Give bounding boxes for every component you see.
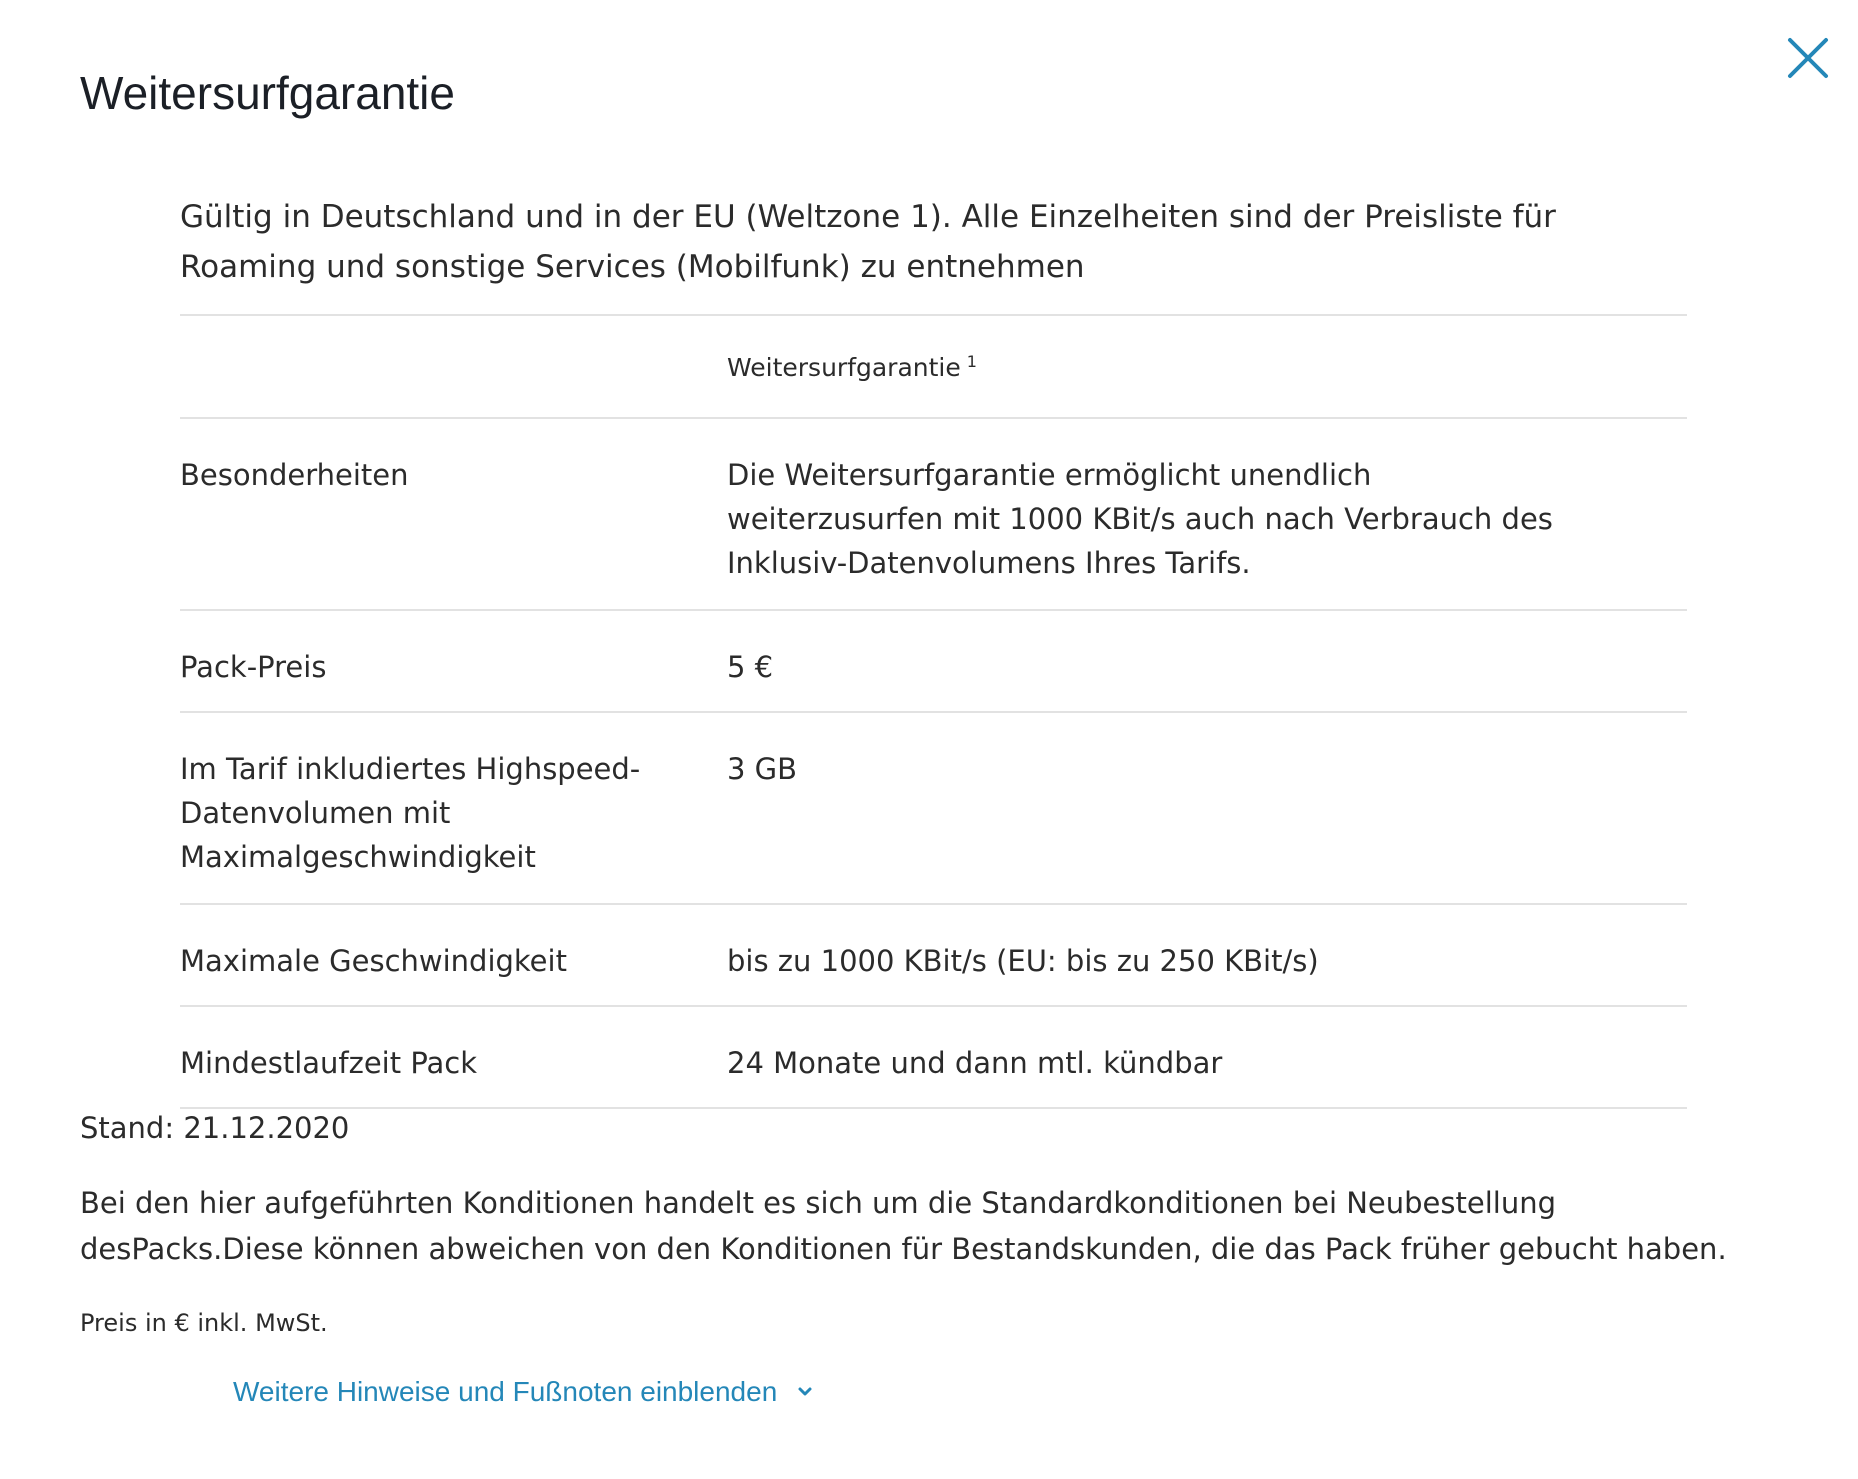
price-note: Preis in € inkl. MwSt. bbox=[80, 1309, 328, 1337]
footnotes-toggle-label: Weitere Hinweise und Fußnoten einblenden bbox=[233, 1376, 778, 1407]
row-label: Im Tarif inkludiertes Highspeed-Datenvolumen mit Maximalgeschwindigkeit bbox=[180, 752, 641, 874]
table-row bbox=[180, 1005, 1687, 1109]
column-header-footnote: 1 bbox=[966, 352, 977, 371]
header-empty-cell bbox=[180, 352, 727, 417]
row-value: 24 Monate und dann mtl. kündbar bbox=[727, 1046, 1223, 1080]
column-header-label: Weitersurfgarantie bbox=[727, 353, 961, 382]
row-label: Mindestlaufzeit Pack bbox=[180, 1046, 478, 1080]
table-row bbox=[180, 417, 1687, 609]
row-value: Die Weitersurfgarantie ermöglicht unendlich weiterzusurfen mit 1000 KBit/s auch nach Verbrauch des Inklusiv-Datenvolumens Ihres Tarifs. bbox=[727, 458, 1553, 580]
table-row bbox=[180, 609, 1687, 711]
modal-title: Weitersurfgarantie bbox=[80, 67, 455, 119]
row-label: Pack-Preis bbox=[180, 650, 327, 684]
row-label: Besonderheiten bbox=[180, 458, 409, 492]
close-icon bbox=[1782, 32, 1834, 84]
row-value: 5 € bbox=[727, 650, 774, 684]
table-row bbox=[180, 903, 1687, 1005]
table-row bbox=[180, 711, 1687, 903]
row-label: Maximale Geschwindigkeit bbox=[180, 944, 567, 978]
tariff-details-table bbox=[180, 192, 1687, 1109]
row-value: bis zu 1000 KBit/s (EU: bis zu 250 KBit/s) bbox=[727, 944, 1319, 978]
row-value: 3 GB bbox=[727, 752, 798, 786]
chevron-down-icon bbox=[795, 1382, 815, 1402]
table-header-row bbox=[180, 314, 1687, 417]
column-header bbox=[727, 352, 1567, 417]
close-button[interactable] bbox=[1782, 32, 1834, 84]
stand-date: Stand: 21.12.2020 bbox=[80, 1111, 350, 1145]
validity-note: Gültig in Deutschland und in der EU (Weltzone 1). Alle Einzelheiten sind der Preisliste für Roaming und sonstige Services (Mobilfunk) zu entnehmen bbox=[180, 199, 1556, 285]
conditions-disclaimer: Bei den hier aufgeführten Konditionen handelt es sich um die Standardkonditionen bei Neubestellung desPacks.Diese können abweichen von den Konditionen für Bestandskunden, die das Pack früher gebucht haben. bbox=[80, 1186, 1727, 1266]
footnotes-toggle-link[interactable] bbox=[233, 1372, 815, 1412]
